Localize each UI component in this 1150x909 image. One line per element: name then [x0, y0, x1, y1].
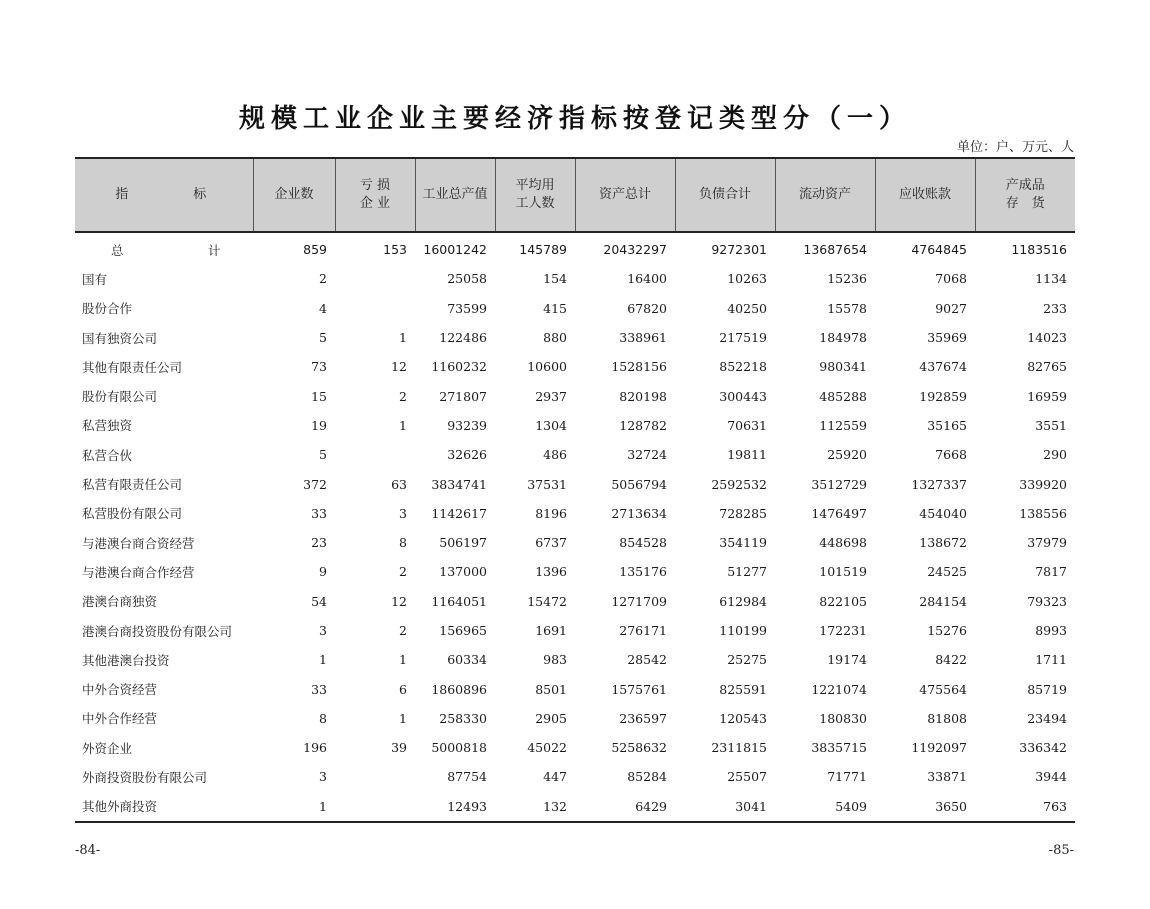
cell-output: 1160232 [431, 359, 487, 375]
cell-workers: 45022 [527, 740, 567, 756]
cell-current-assets: 1476497 [811, 505, 867, 521]
table-row [75, 440, 1075, 469]
cell-workers: 15472 [527, 593, 567, 609]
cell-enterprises: 9 [319, 564, 327, 580]
table-row [75, 645, 1075, 674]
header-output: 工业总产值 [415, 158, 495, 232]
row-name: 其他港澳台投资 [82, 652, 170, 668]
cell-current-assets: 25920 [827, 447, 867, 463]
row-name: 私营独资 [82, 418, 133, 434]
cell-current-assets: 485288 [819, 388, 867, 404]
table-row [75, 499, 1075, 528]
cell-receivables: 192859 [919, 388, 967, 404]
cell-workers: 2937 [535, 388, 567, 404]
cell-output: 1164051 [431, 593, 487, 609]
cell-loss [335, 294, 415, 323]
table-row [75, 733, 1075, 762]
cell-workers: 415 [543, 300, 567, 316]
header-loss-line1: 亏 损 [359, 178, 391, 193]
cell-workers: 983 [543, 652, 567, 668]
cell-current-assets: 180830 [819, 710, 867, 726]
cell-assets: 276171 [619, 623, 667, 638]
cell-workers: 1304 [535, 417, 567, 433]
cell-output: 271807 [439, 388, 487, 404]
cell-receivables: 15276 [927, 623, 967, 638]
cell-output: 25058 [447, 271, 487, 287]
page-number-right: -85- [1048, 843, 1074, 858]
cell-inventory: 16959 [1027, 388, 1067, 404]
cell-assets: 5258632 [611, 740, 667, 756]
indicator-table [75, 157, 1075, 823]
cell-enterprises: 33 [311, 681, 327, 697]
header-loss-line2: 企 业 [359, 196, 391, 211]
row-name: 私营有限责任公司 [82, 477, 183, 493]
cell-enterprises: 15 [311, 388, 327, 404]
cell-loss: 6 [399, 681, 407, 697]
cell-current-assets: 15236 [827, 271, 867, 287]
cell-receivables: 1327337 [911, 476, 967, 492]
cell-output: 3834741 [431, 476, 487, 492]
cell-workers: 145789 [519, 242, 567, 258]
cell-liabilities: 2592532 [711, 476, 767, 492]
cell-receivables: 3650 [875, 792, 975, 822]
cell-liabilities: 40250 [727, 300, 767, 316]
cell-current-assets: 172231 [819, 623, 867, 638]
header-inventory-line2: 存 货 [1005, 196, 1045, 211]
cell-assets: 820198 [619, 388, 667, 404]
cell-output: 156965 [439, 623, 487, 638]
cell-enterprises: 4 [319, 300, 327, 316]
cell-loss: 3 [399, 505, 407, 521]
table-row [75, 528, 1075, 557]
cell-current-assets: 71771 [827, 769, 867, 785]
cell-liabilities: 612984 [719, 593, 767, 609]
cell-enterprises: 1 [253, 792, 335, 822]
cell-workers: 37531 [527, 476, 567, 492]
cell-inventory: 37979 [1027, 535, 1067, 551]
cell-workers: 154 [543, 271, 567, 287]
table-row [75, 704, 1075, 733]
cell-assets: 854528 [619, 535, 667, 551]
cell-receivables: 33871 [927, 769, 967, 785]
cell-inventory: 79323 [1027, 593, 1067, 609]
row-name: 外商投资股份有限公司 [82, 769, 208, 785]
header-liabilities: 负债合计 [675, 158, 775, 232]
cell-liabilities: 10263 [727, 271, 767, 287]
cell-liabilities: 19811 [727, 447, 767, 463]
cell-enterprises: 5 [319, 447, 327, 463]
header-indicator: 指 标 [75, 158, 253, 232]
cell-liabilities: 110199 [719, 623, 767, 638]
cell-current-assets: 101519 [819, 564, 867, 580]
cell-inventory: 336342 [1019, 740, 1067, 756]
cell-liabilities: 70631 [727, 417, 767, 433]
table-row [75, 587, 1075, 616]
cell-inventory: 1711 [1035, 652, 1067, 668]
cell-output: 1142617 [431, 505, 487, 521]
page-title: 规模工业企业主要经济指标按登记类型分（一） [238, 104, 911, 134]
row-name: 中外合作经营 [82, 711, 158, 727]
cell-current-assets: 13687654 [803, 242, 867, 258]
cell-assets: 20432297 [603, 242, 667, 258]
cell-enterprises: 859 [303, 242, 327, 258]
cell-inventory: 85719 [1027, 681, 1067, 697]
cell-output: 16001242 [423, 242, 487, 258]
cell-assets: 85284 [627, 769, 667, 785]
cell-output: 137000 [439, 564, 487, 580]
table-row [75, 469, 1075, 498]
cell-loss: 2 [399, 388, 407, 404]
cell-loss: 39 [391, 740, 407, 756]
cell-inventory: 8993 [1035, 623, 1067, 638]
cell-output: 73599 [447, 300, 487, 316]
cell-assets: 1528156 [611, 359, 667, 375]
cell-inventory: 23494 [1027, 710, 1067, 726]
cell-liabilities: 51277 [727, 564, 767, 580]
cell-enterprises: 8 [319, 710, 327, 726]
cell-workers: 486 [543, 447, 567, 463]
cell-enterprises: 2 [319, 271, 327, 287]
cell-inventory: 339920 [1019, 476, 1067, 492]
total-row [75, 232, 1075, 264]
cell-workers: 132 [495, 792, 575, 822]
cell-output: 1860896 [431, 681, 487, 697]
header-inventory [975, 158, 1075, 232]
unit-label: 单位：户、万元、人 [956, 140, 1074, 155]
table-row [75, 264, 1075, 293]
cell-loss: 1 [399, 330, 407, 346]
cell-assets: 1271709 [611, 593, 667, 609]
cell-enterprises: 33 [311, 505, 327, 521]
cell-current-assets: 19174 [827, 652, 867, 668]
row-name: 与港澳台商合资经营 [82, 535, 195, 551]
cell-receivables: 7068 [935, 271, 967, 287]
header-receivables: 应收账款 [875, 158, 975, 232]
table-row [75, 674, 1075, 703]
cell-output: 506197 [439, 535, 487, 551]
cell-loss: 1 [399, 652, 407, 668]
row-name: 与港澳台商合作经营 [82, 564, 195, 580]
cell-assets: 2713634 [611, 505, 667, 521]
cell-liabilities: 3041 [675, 792, 775, 822]
cell-receivables: 1192097 [911, 740, 967, 756]
cell-workers: 10600 [527, 359, 567, 375]
row-name: 外资企业 [82, 740, 133, 756]
row-name: 国有独资公司 [82, 330, 158, 346]
cell-loss: 1 [399, 710, 407, 726]
cell-assets: 5056794 [611, 476, 667, 492]
cell-receivables: 9027 [935, 300, 967, 316]
cell-liabilities: 728285 [719, 505, 767, 521]
cell-loss: 12 [391, 593, 407, 609]
page-number-left: -84- [75, 843, 101, 858]
header-inventory-line1: 产成品 [1005, 178, 1045, 193]
cell-inventory: 233 [1043, 300, 1067, 316]
cell-inventory: 1134 [1035, 271, 1067, 287]
cell-receivables: 454040 [919, 505, 967, 521]
header-enterprises: 企业数 [253, 158, 335, 232]
cell-receivables: 138672 [919, 535, 967, 551]
cell-assets: 1575761 [611, 681, 667, 697]
cell-receivables: 24525 [927, 564, 967, 580]
header-workers-line1: 平均用 [515, 178, 555, 193]
cell-enterprises: 3 [319, 623, 327, 638]
cell-enterprises: 54 [311, 593, 327, 609]
cell-current-assets: 15578 [827, 300, 867, 316]
cell-liabilities: 2311815 [711, 740, 767, 756]
cell-liabilities: 120543 [719, 710, 767, 726]
cell-enterprises: 23 [311, 535, 327, 551]
cell-output: 122486 [439, 330, 487, 346]
cell-assets: 16400 [627, 271, 667, 287]
table-row [75, 411, 1075, 440]
cell-loss [335, 440, 415, 469]
cell-enterprises: 1 [319, 652, 327, 668]
row-name: 其他外商投资 [75, 792, 253, 822]
cell-output: 60334 [447, 652, 487, 668]
cell-workers: 8501 [535, 681, 567, 697]
table-row [75, 616, 1075, 645]
cell-workers: 1691 [535, 623, 567, 638]
cell-receivables: 35165 [927, 417, 967, 433]
cell-workers: 880 [543, 330, 567, 346]
header-current-assets: 流动资产 [775, 158, 875, 232]
cell-loss [335, 762, 415, 791]
cell-workers: 447 [543, 769, 567, 785]
cell-assets: 338961 [619, 330, 667, 346]
cell-assets: 128782 [619, 417, 667, 433]
cell-receivables: 35969 [927, 330, 967, 346]
cell-enterprises: 5 [319, 330, 327, 346]
cell-enterprises: 196 [303, 740, 327, 756]
cell-current-assets: 184978 [819, 330, 867, 346]
cell-enterprises: 19 [311, 417, 327, 433]
row-name: 总 计 [111, 242, 257, 258]
cell-current-assets: 5409 [775, 792, 875, 822]
cell-output: 87754 [447, 769, 487, 785]
cell-workers: 6737 [535, 535, 567, 551]
cell-workers: 8196 [535, 505, 567, 521]
cell-enterprises: 73 [311, 359, 327, 375]
cell-assets: 32724 [627, 447, 667, 463]
table-body [75, 232, 1075, 822]
header-workers-line2: 工人数 [515, 196, 555, 211]
cell-liabilities: 25507 [727, 769, 767, 785]
cell-workers: 2905 [535, 710, 567, 726]
table-row [75, 352, 1075, 381]
table-header-row [75, 158, 1075, 232]
table-row [75, 323, 1075, 352]
cell-receivables: 475564 [919, 681, 967, 697]
cell-current-assets: 1221074 [811, 681, 867, 697]
cell-inventory: 1183516 [1011, 242, 1067, 258]
cell-loss: 2 [399, 564, 407, 580]
row-name: 中外合资经营 [82, 682, 158, 698]
table-row [75, 557, 1075, 586]
cell-output: 93239 [447, 417, 487, 433]
cell-liabilities: 825591 [719, 681, 767, 697]
cell-enterprises: 372 [303, 476, 327, 492]
cell-loss: 1 [399, 417, 407, 433]
row-name: 私营股份有限公司 [82, 506, 183, 522]
cell-inventory: 14023 [1027, 330, 1067, 346]
cell-inventory: 763 [975, 792, 1075, 822]
cell-receivables: 8422 [935, 652, 967, 668]
cell-loss [335, 264, 415, 293]
row-name: 港澳台商独资 [82, 594, 158, 610]
cell-enterprises: 3 [319, 769, 327, 785]
cell-assets: 67820 [627, 300, 667, 316]
cell-receivables: 284154 [919, 593, 967, 609]
cell-liabilities: 354119 [719, 535, 767, 551]
cell-workers: 1396 [535, 564, 567, 580]
header-workers [495, 158, 575, 232]
cell-loss: 8 [399, 535, 407, 551]
cell-assets: 6429 [575, 792, 675, 822]
table-row [75, 762, 1075, 791]
row-name: 股份合作 [82, 301, 133, 317]
row-name: 国有 [82, 271, 108, 287]
cell-output: 32626 [447, 447, 487, 463]
table-row [75, 792, 1075, 822]
header-assets: 资产总计 [575, 158, 675, 232]
cell-liabilities: 9272301 [711, 242, 767, 258]
row-name: 其他有限责任公司 [82, 359, 183, 375]
cell-liabilities: 217519 [719, 330, 767, 346]
cell-assets: 28542 [627, 652, 667, 668]
cell-receivables: 81808 [927, 710, 967, 726]
cell-loss: 63 [391, 476, 407, 492]
cell-loss: 12 [391, 359, 407, 375]
cell-inventory: 7817 [1035, 564, 1067, 580]
table-row [75, 381, 1075, 410]
cell-inventory: 3551 [1035, 417, 1067, 433]
cell-output: 5000818 [431, 740, 487, 756]
table-row [75, 294, 1075, 323]
cell-loss: 153 [383, 242, 407, 258]
cell-current-assets: 112559 [819, 417, 867, 433]
cell-output: 12493 [415, 792, 495, 822]
row-name: 股份有限公司 [82, 389, 158, 405]
cell-loss: 2 [399, 623, 407, 638]
cell-inventory: 290 [1043, 447, 1067, 463]
cell-inventory: 138556 [1019, 505, 1067, 521]
cell-liabilities: 852218 [719, 359, 767, 375]
cell-receivables: 4764845 [911, 242, 967, 258]
cell-current-assets: 3512729 [811, 476, 867, 492]
cell-receivables: 437674 [919, 359, 967, 375]
cell-receivables: 7668 [935, 447, 967, 463]
cell-assets: 236597 [619, 710, 667, 726]
cell-current-assets: 980341 [819, 359, 867, 375]
cell-output: 258330 [439, 710, 487, 726]
header-loss-enterprises [335, 158, 415, 232]
cell-liabilities: 300443 [719, 388, 767, 404]
cell-current-assets: 448698 [819, 535, 867, 551]
row-name: 私营合伙 [82, 447, 133, 463]
cell-inventory: 82765 [1027, 359, 1067, 375]
cell-loss [335, 792, 415, 822]
cell-liabilities: 25275 [727, 652, 767, 668]
cell-current-assets: 3835715 [811, 740, 867, 756]
cell-current-assets: 822105 [819, 593, 867, 609]
cell-assets: 135176 [619, 564, 667, 580]
row-name: 港澳台商投资股份有限公司 [82, 623, 233, 639]
cell-inventory: 3944 [1035, 769, 1067, 785]
